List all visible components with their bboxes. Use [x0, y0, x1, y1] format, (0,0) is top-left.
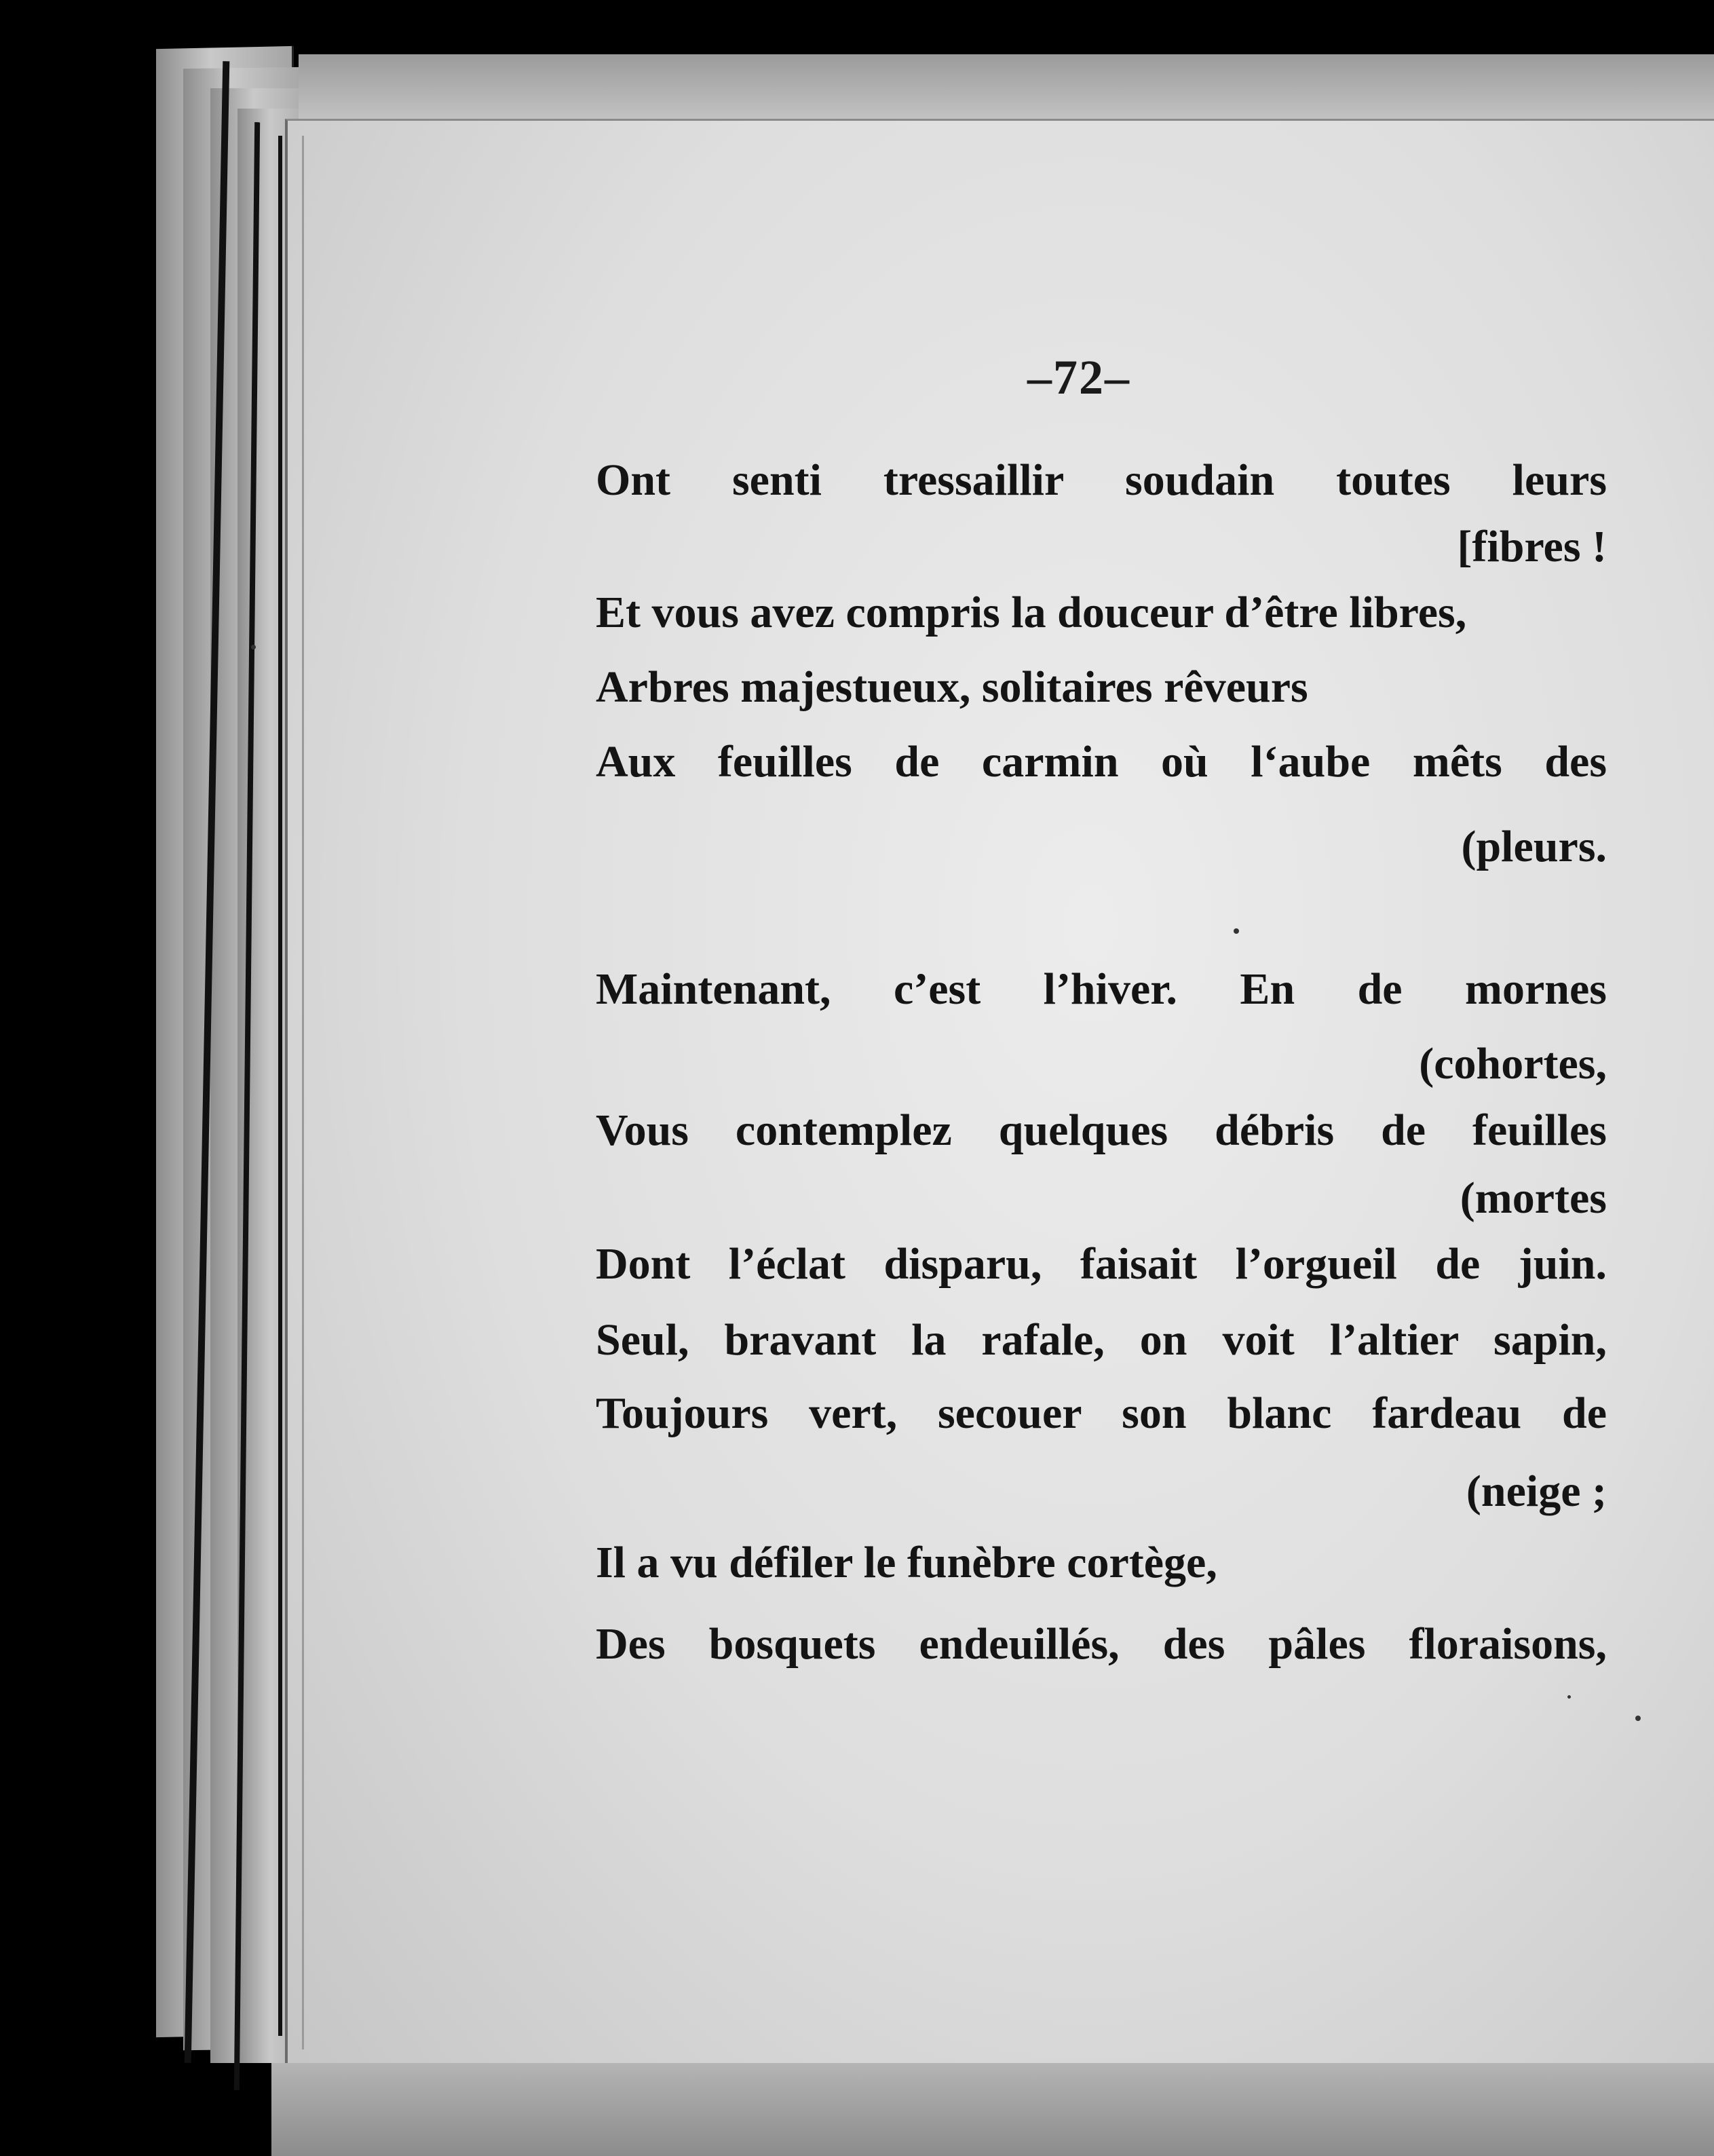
- page-edge-shadow: [278, 136, 282, 2036]
- poem-line: (neige ;: [1466, 1467, 1607, 1516]
- poem-line: (pleurs.: [1461, 822, 1607, 871]
- poem-line: Des bosquets endeuillés, des pâles floraisons,: [596, 1619, 1607, 1669]
- ink-speck: [1234, 928, 1239, 934]
- ink-speck: [1567, 1695, 1571, 1699]
- poem-line: Vous contemplez quelques débris de feuilles: [596, 1105, 1607, 1155]
- poem-line: Dont l’éclat disparu, faisait l’orgueil de juin.: [596, 1239, 1607, 1289]
- page-margin-rule: [302, 136, 304, 2049]
- poem-line: Maintenant, c’est l’hiver. En de mornes: [596, 964, 1607, 1014]
- ink-speck: [1635, 1716, 1641, 1721]
- poem-line: Toujours vert, secouer son blanc fardeau de: [596, 1388, 1607, 1438]
- poem-line: (mortes: [1460, 1173, 1607, 1223]
- poem-line: Seul, bravant la rafale, on voit l’altier sapin,: [596, 1315, 1607, 1365]
- page-bottom-strip: [271, 2063, 1714, 2156]
- page-top-strip: [299, 54, 1714, 129]
- poem-line: Ont senti tressaillir soudain toutes leurs: [596, 455, 1607, 505]
- poem-line: [fibres !: [1457, 522, 1607, 571]
- poem-line: Et vous avez compris la douceur d’être libres,: [596, 588, 1467, 637]
- ink-speck: [251, 645, 256, 649]
- page-number: –72–: [1027, 350, 1130, 404]
- poem-line: Aux feuilles de carmin où l‘aube mêts des: [596, 737, 1607, 787]
- poem-line: Arbres majestueux, solitaires rêveurs: [596, 662, 1308, 712]
- poem-line: (cohortes,: [1419, 1039, 1607, 1089]
- poem-line: Il a vu défiler le funèbre cortège,: [596, 1538, 1217, 1587]
